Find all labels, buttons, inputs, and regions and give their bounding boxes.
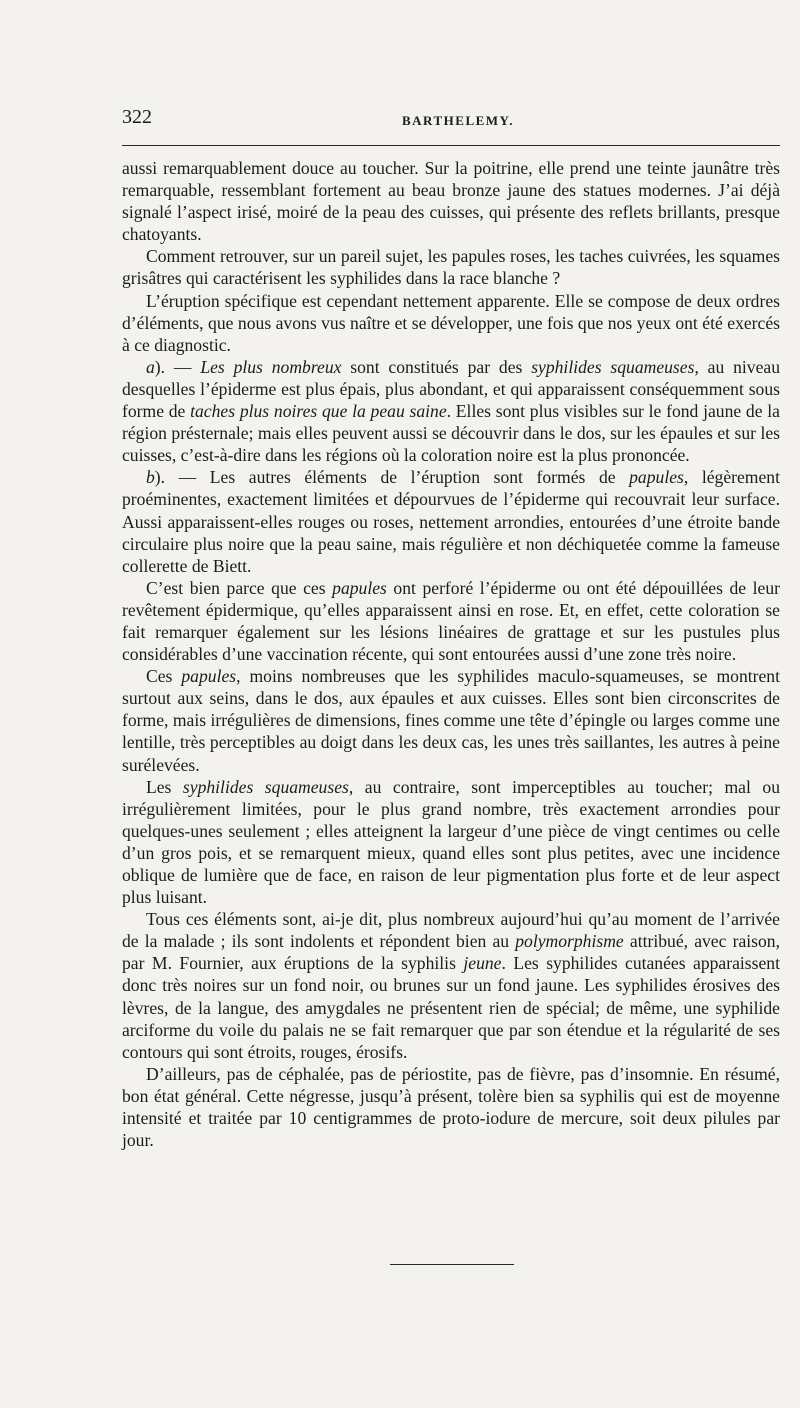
- italic-text: papules: [332, 577, 387, 598]
- italic-text: Les plus nombreux: [200, 356, 342, 377]
- text-run: Ces: [146, 666, 182, 687]
- text-run: Tous ces éléments sont, ai-je dit, plus nombreux aujourd’hui qu’au moment de l’arrivée de la malade ; ils sont indolents et répondent bien au: [122, 909, 780, 952]
- italic-text: polymorphisme: [515, 931, 624, 952]
- text-run: D’ailleurs, pas de céphalée, pas de périostite, pas de fièvre, pas d’insomnie. En résumé, bon état général. Cette négresse, jusqu’à présent, tolère bien sa syphilis qui est de moyenne intensité et traitée par 10 centigrammes de proto-iodure de mercure, soit deux pilules par jour.: [122, 1063, 780, 1151]
- paragraph: [122, 290, 780, 356]
- text-run: , au contraire, sont imperceptibles au toucher; mal ou irrégulièrement limitées, pour le plus grand nombre, très exactement arrondies pour quelques-unes seulement ; elles atteignent la largeur d’une pièce de vingt centimes ou celle d’un gros pois, et se remarquent mieux, quand elles sont plus petites, avec une incidence oblique de lumière que de face, en raison de leur pigmentation plus forte et de leur aspect plus luisant.: [122, 776, 780, 908]
- paragraph: [122, 356, 780, 466]
- paragraph: [122, 157, 780, 245]
- text-run: Comment retrouver, sur un pareil sujet, les papules roses, les taches cuivrées, les squames grisâtres qui caractérisent les syphilides dans la race blanche ?: [122, 246, 780, 289]
- text-run: , au niveau desquelles l’épiderme est plus épais, plus abondant, et qui apparaissent conséquemment sous forme de: [122, 356, 780, 422]
- text-run: aussi remarquablement douce au toucher. Sur la poitrine, elle prend une teinte jaunâtre très remarquable, ressemblant fortement au beau bronze jaune des statues modernes. J’ai déjà signalé l’aspect irisé, moiré de la peau des cuisses, qui présente des reflets brillants, presque chatoyants.: [122, 158, 780, 245]
- text-run: ont perforé l’épiderme ou ont été dépouillées de leur revêtement épidermique, qu’elles apparaissent ainsi en rose. Et, en effet, cette coloration se fait remarquer également sur les lésions linéaires de grattage et sur les pustules plus considérables d’une vaccination récente, qui sont entourées aussi d’une zone très noire.: [122, 577, 780, 665]
- page-header: [122, 100, 778, 130]
- paragraph: [122, 245, 780, 289]
- text-run: . Elles sont plus visibles sur le fond jaune de la région présternale; mais elles peuvent aussi se découvrir dans le dos, sur les épaules et sur les cuisses, c’est-à-dire dans les régions où la coloration noire est la plus prononcée.: [122, 401, 780, 466]
- text-run: , légèrement proéminentes, exactement limitées et dépourvues de l’épiderme qui recouvrait leur surface. Aussi apparaissent-elles rouges ou roses, nettement arrondies, entourées d’une étroite bande circulaire plus noire que la peau saine, mais régulière et non déchiquetée comme la fameuse collerette de Biett.: [122, 467, 780, 576]
- end-rule: [390, 1264, 514, 1265]
- paragraph: [122, 776, 780, 909]
- page-number: 322: [122, 106, 152, 128]
- running-head: BARTHELEMY.: [402, 113, 515, 128]
- italic-text: syphilides squameuses: [182, 776, 349, 797]
- text-run: attribué, avec raison, par M. Fournier, aux éruptions de la syphilis: [122, 931, 780, 974]
- italic-text: jeune: [463, 953, 502, 974]
- text-run: L’éruption spécifique est cependant nettement apparente. Elle se compose de deux ordres d’éléments, que nous avons vus naître et se développer, une fois que nos yeux ont été exercés à ce diagnostic.: [122, 290, 780, 355]
- italic-text: taches plus noires que la peau saine: [190, 401, 447, 422]
- text-run: , moins nombreuses que les syphilides maculo-squameuses, se montrent surtout aux seins, dans le dos, aux épaules et aux cuisses. Elles sont bien circonscrites de forme, mais irrégulières de dimensions, fines comme une tête d’épingle ou larges comme une lentille, très perceptibles au doigt dans les deux cas, les unes très saillantes, les autres à peine surélevées.: [122, 666, 780, 775]
- text-run: sont constitués par des: [341, 356, 532, 377]
- text-run: ). — Les autres éléments de l’éruption sont formés de: [154, 467, 630, 488]
- italic-text: a: [146, 356, 155, 377]
- italic-text: syphilides squameuses: [531, 356, 695, 377]
- paragraph: [122, 1063, 780, 1151]
- text-run: . Les syphilides cutanées apparaissent donc très noires sur un fond noir, ou brunes sur un fond jaune. Les syphilides érosives des lèvres, de la langue, des amygdales ne présentent rien de spécial; de même, une syphilide arciforme du voile du palais ne se fait remarquer que par son étendue et la régularité de ses contours qui sont étroits, rouges, érosifs.: [122, 953, 780, 1062]
- paragraph: [122, 908, 780, 1063]
- text-run: C’est bien parce que ces: [146, 577, 333, 598]
- paragraph: [122, 466, 780, 576]
- italic-text: papules: [629, 467, 684, 488]
- header-rule: [122, 145, 780, 146]
- paragraph: [122, 665, 780, 775]
- italic-text: papules: [181, 666, 237, 687]
- text-run: Les: [146, 776, 183, 797]
- text-run: ). —: [154, 356, 201, 377]
- italic-text: b: [146, 467, 155, 488]
- body-text: [122, 157, 780, 1151]
- paragraph: [122, 577, 780, 665]
